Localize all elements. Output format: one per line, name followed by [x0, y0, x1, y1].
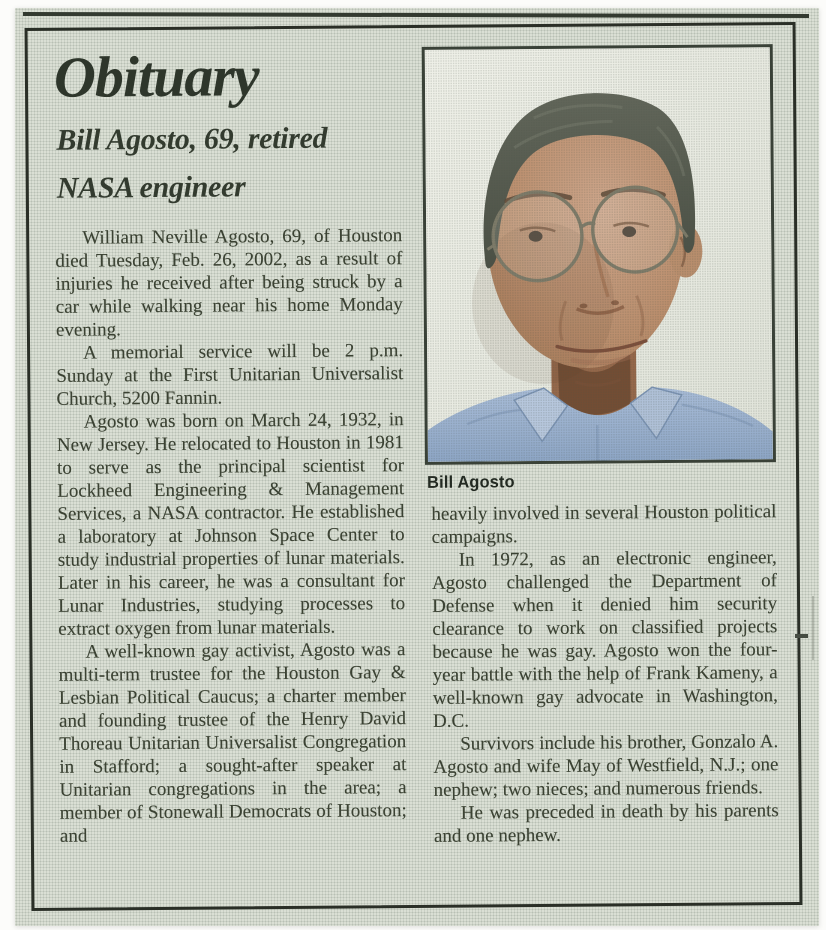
portrait-photo [422, 44, 776, 465]
body-paragraph: He was preceded in death by his parents and one nephew. [433, 800, 779, 847]
article-subhead: Bill Agosto, 69, retired NASA engineer [56, 121, 328, 205]
obituary-article [25, 22, 803, 911]
photo-caption: Bill Agosto [427, 472, 515, 492]
section-headline: Obituary [53, 43, 259, 110]
left-column [54, 42, 408, 908]
margin-pen-mark [795, 634, 808, 638]
body-paragraph: A well-known gay activist, Agosto was a multi-term trustee for the Houston Gay & Lesbian Political Caucus; a charter member and founding trustee of the Henry David Thoreau Unitarian Universalist Congregation in Stafford; a sought-after speaker at Unitarian congregations in the area; a member of Stonewall Democrats of Houston; and [58, 639, 407, 847]
body-paragraph: William Neville Agosto, 69, of Houston died Tuesday, Feb. 26, 2002, as a result of injuries he received after being struck by a car while walking near his home Monday evening. [55, 225, 403, 341]
newspaper-clipping [15, 8, 819, 926]
body-paragraph: In 1972, as an electronic engineer, Agosto challenged the Department of Defense when it denied him security clearance to work on classified projects because he was gay. Agosto won the four-year battle with the help of Frank Kameny, a well-known gay advocate in Washington, D.C. [431, 547, 778, 732]
section-divider-rule [23, 12, 809, 18]
right-column-body [431, 500, 779, 848]
right-column [428, 39, 780, 905]
left-column-body [55, 224, 407, 848]
body-paragraph-continuation: heavily involved in several Houston political campaigns. [431, 501, 777, 548]
scan-edge-smudge [812, 596, 814, 660]
body-paragraph: Survivors include his brother, Gonzalo A. Agosto and wife May of Westfield, N.J.; one nephew; two nieces; and numerous friends. [433, 731, 779, 801]
portrait-illustration [425, 47, 773, 462]
body-paragraph: Agosto was born on March 24, 1932, in New Jersey. He relocated to Houston in 1981 to serve as the principal scientist for Lockheed Engineering & Management Services, a NASA contractor. He established a laboratory at Johnson Space Center to study industrial properties of lunar materials. Later in his career, he was a consultant for Lunar Industries, studying processes to extract oxygen from lunar materials. [56, 409, 406, 640]
body-paragraph: A memorial service will be 2 p.m. Sunday at the First Unitarian Universalist Church, 5200 Fannin. [56, 340, 404, 410]
